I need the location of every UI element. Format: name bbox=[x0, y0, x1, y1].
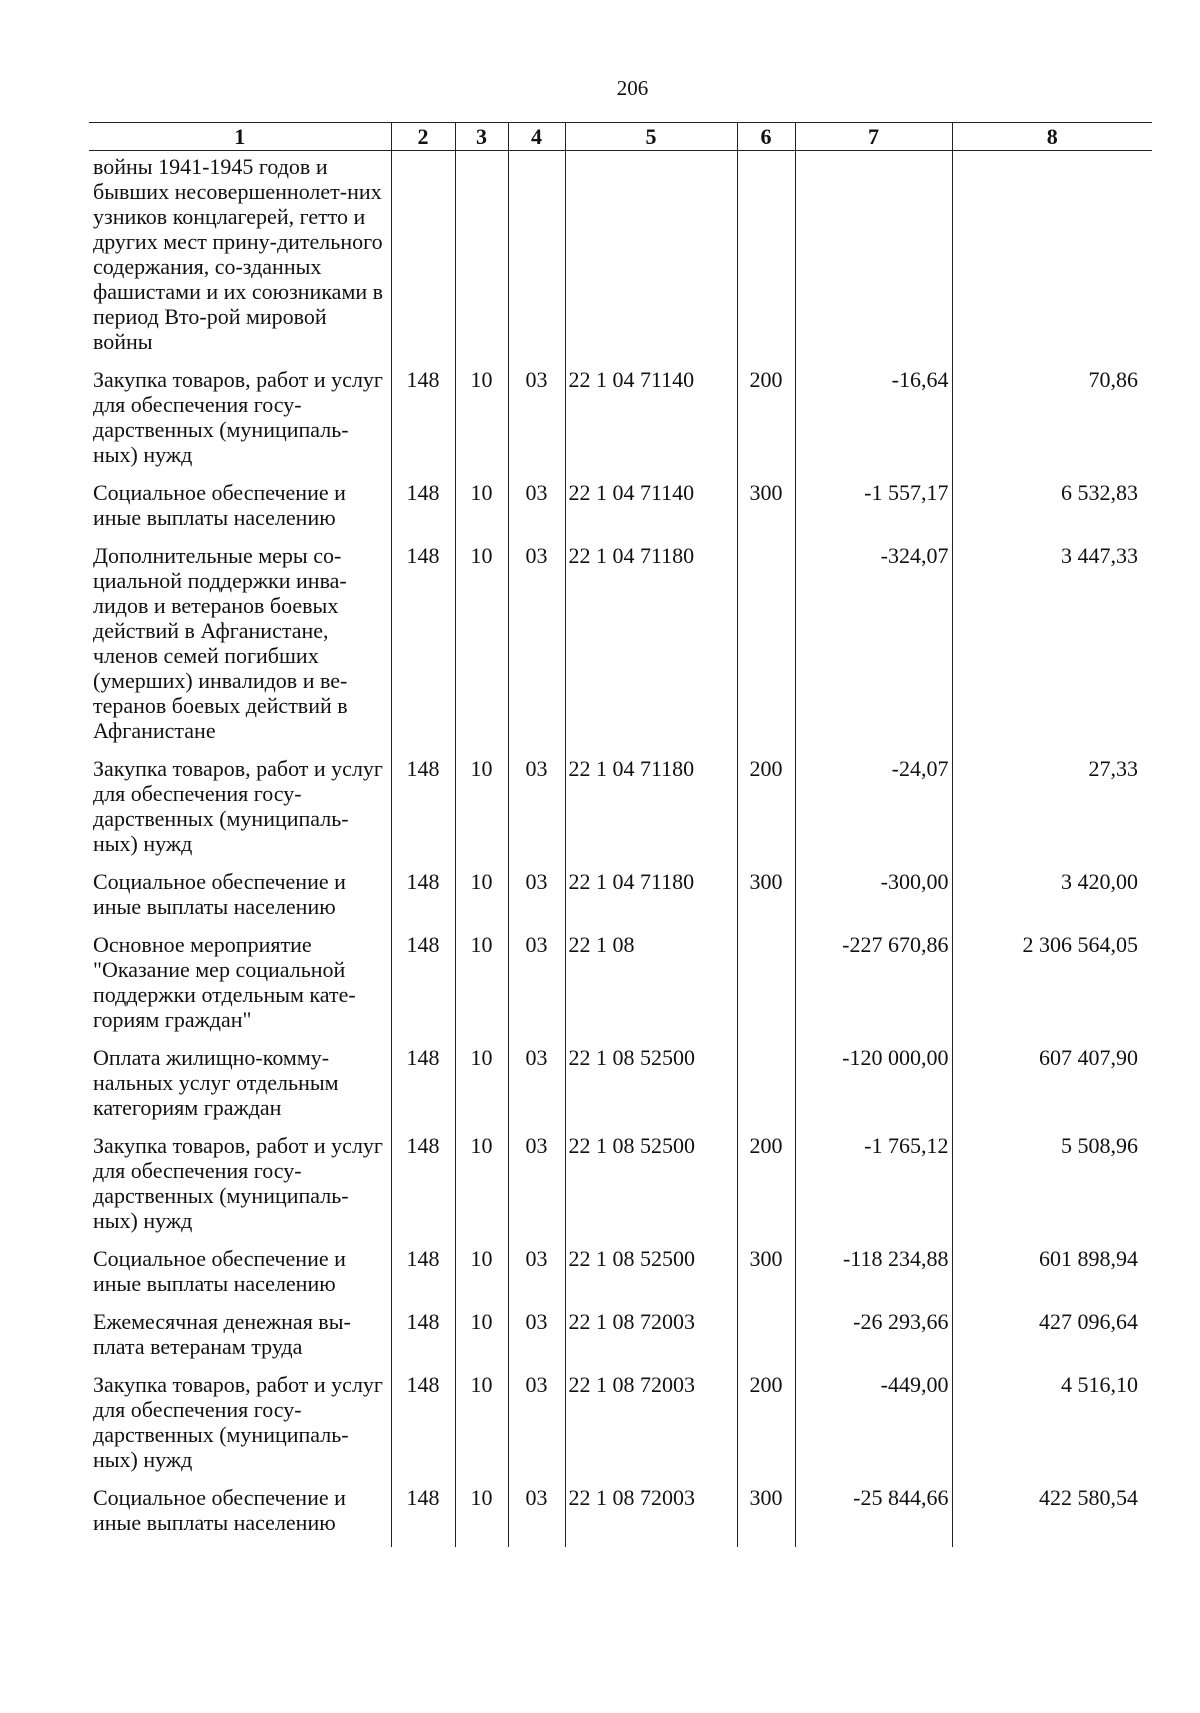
cell-col-4: 03 bbox=[508, 1309, 565, 1372]
cell-col-4: 03 bbox=[508, 1485, 565, 1547]
cell-col-3: 10 bbox=[455, 1246, 508, 1309]
cell-col-2: 148 bbox=[391, 1045, 455, 1133]
budget-table bbox=[89, 122, 1152, 1547]
cell-col-7-amount: -1 557,17 bbox=[795, 480, 952, 543]
cell-col-6 bbox=[737, 932, 795, 1045]
cell-col-2: 148 bbox=[391, 869, 455, 932]
cell-col-2: 148 bbox=[391, 1309, 455, 1372]
cell-col-7-amount: -118 234,88 bbox=[795, 1246, 952, 1309]
page-number: 206 bbox=[616, 76, 649, 100]
table-row bbox=[89, 367, 1152, 480]
row-description: Оплата жилищно-комму-нальных услуг отдельным категориям граждан bbox=[93, 1045, 339, 1120]
cell-col-4: 03 bbox=[508, 1133, 565, 1246]
cell-col-8-amount: 607 407,90 bbox=[952, 1045, 1152, 1133]
column-header: 4 bbox=[508, 123, 565, 151]
cell-col-7-amount: -16,64 bbox=[795, 367, 952, 480]
cell-col-2: 148 bbox=[391, 1246, 455, 1309]
row-description: Социальное обеспечение и иные выплаты населению bbox=[93, 480, 346, 530]
cell-col-8-amount: 427 096,64 bbox=[952, 1309, 1152, 1372]
table-row bbox=[89, 1045, 1152, 1133]
cell-col-5-code: 22 1 08 72003 bbox=[565, 1372, 737, 1485]
cell-col-3: 10 bbox=[455, 1045, 508, 1133]
cell-col-5-code: 22 1 08 bbox=[565, 932, 737, 1045]
column-header: 5 bbox=[565, 123, 737, 151]
row-description: Дополнительные меры со-циальной поддержки инва-лидов и ветеранов боевых действий в Афганистане, членов семей погибших (умерших) инвалидов и ве-теранов боевых действий в Афганистане bbox=[93, 543, 348, 743]
cell-col-6 bbox=[737, 543, 795, 756]
column-header: 6 bbox=[737, 123, 795, 151]
row-description: Закупка товаров, работ и услуг для обеспечения госу-дарственных (муниципаль-ных) нужд bbox=[93, 1372, 383, 1472]
cell-col-5-code bbox=[565, 151, 737, 368]
cell-col-7-amount: -24,07 bbox=[795, 756, 952, 869]
row-description: Ежемесячная денежная вы-плата ветеранам труда bbox=[93, 1309, 351, 1359]
cell-col-4: 03 bbox=[508, 480, 565, 543]
cell-col-8-amount: 601 898,94 bbox=[952, 1246, 1152, 1309]
row-description: Основное мероприятие "Оказание мер социальной поддержки отдельным кате-гориям граждан" bbox=[93, 932, 356, 1032]
cell-col-4: 03 bbox=[508, 869, 565, 932]
table-row bbox=[89, 543, 1152, 756]
column-header: 3 bbox=[455, 123, 508, 151]
cell-col-2: 148 bbox=[391, 480, 455, 543]
cell-col-2: 148 bbox=[391, 756, 455, 869]
cell-col-5-code: 22 1 08 52500 bbox=[565, 1045, 737, 1133]
cell-col-5-code: 22 1 08 52500 bbox=[565, 1246, 737, 1309]
cell-col-7-amount: -227 670,86 bbox=[795, 932, 952, 1045]
row-description: Социальное обеспечение и иные выплаты населению bbox=[93, 869, 346, 919]
cell-col-7-amount: -449,00 bbox=[795, 1372, 952, 1485]
cell-col-2: 148 bbox=[391, 367, 455, 480]
cell-col-7-amount bbox=[795, 151, 952, 368]
cell-col-4 bbox=[508, 151, 565, 368]
table-body bbox=[89, 151, 1152, 1548]
table-row bbox=[89, 869, 1152, 932]
cell-col-6: 200 bbox=[737, 367, 795, 480]
table-row bbox=[89, 1485, 1152, 1547]
cell-col-3: 10 bbox=[455, 932, 508, 1045]
cell-col-4: 03 bbox=[508, 367, 565, 480]
column-header: 2 bbox=[391, 123, 455, 151]
cell-col-7-amount: -300,00 bbox=[795, 869, 952, 932]
cell-col-6: 300 bbox=[737, 480, 795, 543]
table-header-row bbox=[89, 123, 1152, 151]
cell-col-8-amount: 4 516,10 bbox=[952, 1372, 1152, 1485]
cell-col-5-code: 22 1 04 71180 bbox=[565, 756, 737, 869]
cell-col-3: 10 bbox=[455, 1309, 508, 1372]
column-header: 8 bbox=[952, 123, 1152, 151]
row-description: Социальное обеспечение и иные выплаты населению bbox=[93, 1485, 346, 1535]
cell-col-5-code: 22 1 04 71180 bbox=[565, 869, 737, 932]
cell-col-2: 148 bbox=[391, 932, 455, 1045]
cell-col-3: 10 bbox=[455, 869, 508, 932]
cell-col-2: 148 bbox=[391, 1372, 455, 1485]
cell-col-7-amount: -324,07 bbox=[795, 543, 952, 756]
cell-col-8-amount bbox=[952, 151, 1152, 368]
row-description: Закупка товаров, работ и услуг для обеспечения госу-дарственных (муниципаль-ных) нужд bbox=[93, 367, 383, 467]
cell-col-8-amount: 27,33 bbox=[952, 756, 1152, 869]
cell-col-5-code: 22 1 04 71140 bbox=[565, 480, 737, 543]
cell-col-3: 10 bbox=[455, 543, 508, 756]
cell-col-3: 10 bbox=[455, 756, 508, 869]
cell-col-4: 03 bbox=[508, 543, 565, 756]
cell-col-7-amount: -120 000,00 bbox=[795, 1045, 952, 1133]
table-row bbox=[89, 1246, 1152, 1309]
cell-col-2: 148 bbox=[391, 543, 455, 756]
cell-col-7-amount: -25 844,66 bbox=[795, 1485, 952, 1547]
cell-col-6: 200 bbox=[737, 1133, 795, 1246]
cell-col-6: 300 bbox=[737, 1485, 795, 1547]
cell-col-8-amount: 5 508,96 bbox=[952, 1133, 1152, 1246]
column-header: 7 bbox=[795, 123, 952, 151]
table-row bbox=[89, 151, 1152, 368]
cell-col-7-amount: -1 765,12 bbox=[795, 1133, 952, 1246]
cell-col-3 bbox=[455, 151, 508, 368]
table-row bbox=[89, 1133, 1152, 1246]
cell-col-4: 03 bbox=[508, 756, 565, 869]
table-row bbox=[89, 1309, 1152, 1372]
cell-col-6: 200 bbox=[737, 756, 795, 869]
cell-col-6: 300 bbox=[737, 1246, 795, 1309]
cell-col-3: 10 bbox=[455, 1372, 508, 1485]
cell-col-5-code: 22 1 08 52500 bbox=[565, 1133, 737, 1246]
table-row bbox=[89, 932, 1152, 1045]
cell-col-4: 03 bbox=[508, 1246, 565, 1309]
cell-col-8-amount: 3 447,33 bbox=[952, 543, 1152, 756]
cell-col-2: 148 bbox=[391, 1485, 455, 1547]
cell-col-5-code: 22 1 08 72003 bbox=[565, 1485, 737, 1547]
cell-col-8-amount: 70,86 bbox=[952, 367, 1152, 480]
cell-col-6: 300 bbox=[737, 869, 795, 932]
cell-col-8-amount: 6 532,83 bbox=[952, 480, 1152, 543]
cell-col-2 bbox=[391, 151, 455, 368]
cell-col-3: 10 bbox=[455, 1485, 508, 1547]
cell-col-4: 03 bbox=[508, 932, 565, 1045]
table-row bbox=[89, 1372, 1152, 1485]
table-row bbox=[89, 480, 1152, 543]
row-description: Социальное обеспечение и иные выплаты населению bbox=[93, 1246, 346, 1296]
cell-col-6 bbox=[737, 1309, 795, 1372]
cell-col-3: 10 bbox=[455, 1133, 508, 1246]
table-row bbox=[89, 756, 1152, 869]
cell-col-5-code: 22 1 08 72003 bbox=[565, 1309, 737, 1372]
row-description: Закупка товаров, работ и услуг для обеспечения госу-дарственных (муниципаль-ных) нужд bbox=[93, 756, 383, 856]
cell-col-4: 03 bbox=[508, 1045, 565, 1133]
cell-col-6: 200 bbox=[737, 1372, 795, 1485]
cell-col-2: 148 bbox=[391, 1133, 455, 1246]
cell-col-4: 03 bbox=[508, 1372, 565, 1485]
cell-col-8-amount: 3 420,00 bbox=[952, 869, 1152, 932]
cell-col-5-code: 22 1 04 71140 bbox=[565, 367, 737, 480]
cell-col-3: 10 bbox=[455, 480, 508, 543]
cell-col-6 bbox=[737, 1045, 795, 1133]
cell-col-5-code: 22 1 04 71180 bbox=[565, 543, 737, 756]
row-description: войны 1941-1945 годов и бывших несовершеннолет-них узников концлагерей, гетто и других мест прину-дительного содержания, со-зданных фашистами и их союзниками в период Вто-рой мировой войны bbox=[93, 154, 384, 354]
cell-col-8-amount: 2 306 564,05 bbox=[952, 932, 1152, 1045]
cell-col-6 bbox=[737, 151, 795, 368]
cell-col-3: 10 bbox=[455, 367, 508, 480]
row-description: Закупка товаров, работ и услуг для обеспечения госу-дарственных (муниципаль-ных) нужд bbox=[93, 1133, 383, 1233]
cell-col-8-amount: 422 580,54 bbox=[952, 1485, 1152, 1547]
cell-col-7-amount: -26 293,66 bbox=[795, 1309, 952, 1372]
column-header: 1 bbox=[89, 123, 391, 151]
